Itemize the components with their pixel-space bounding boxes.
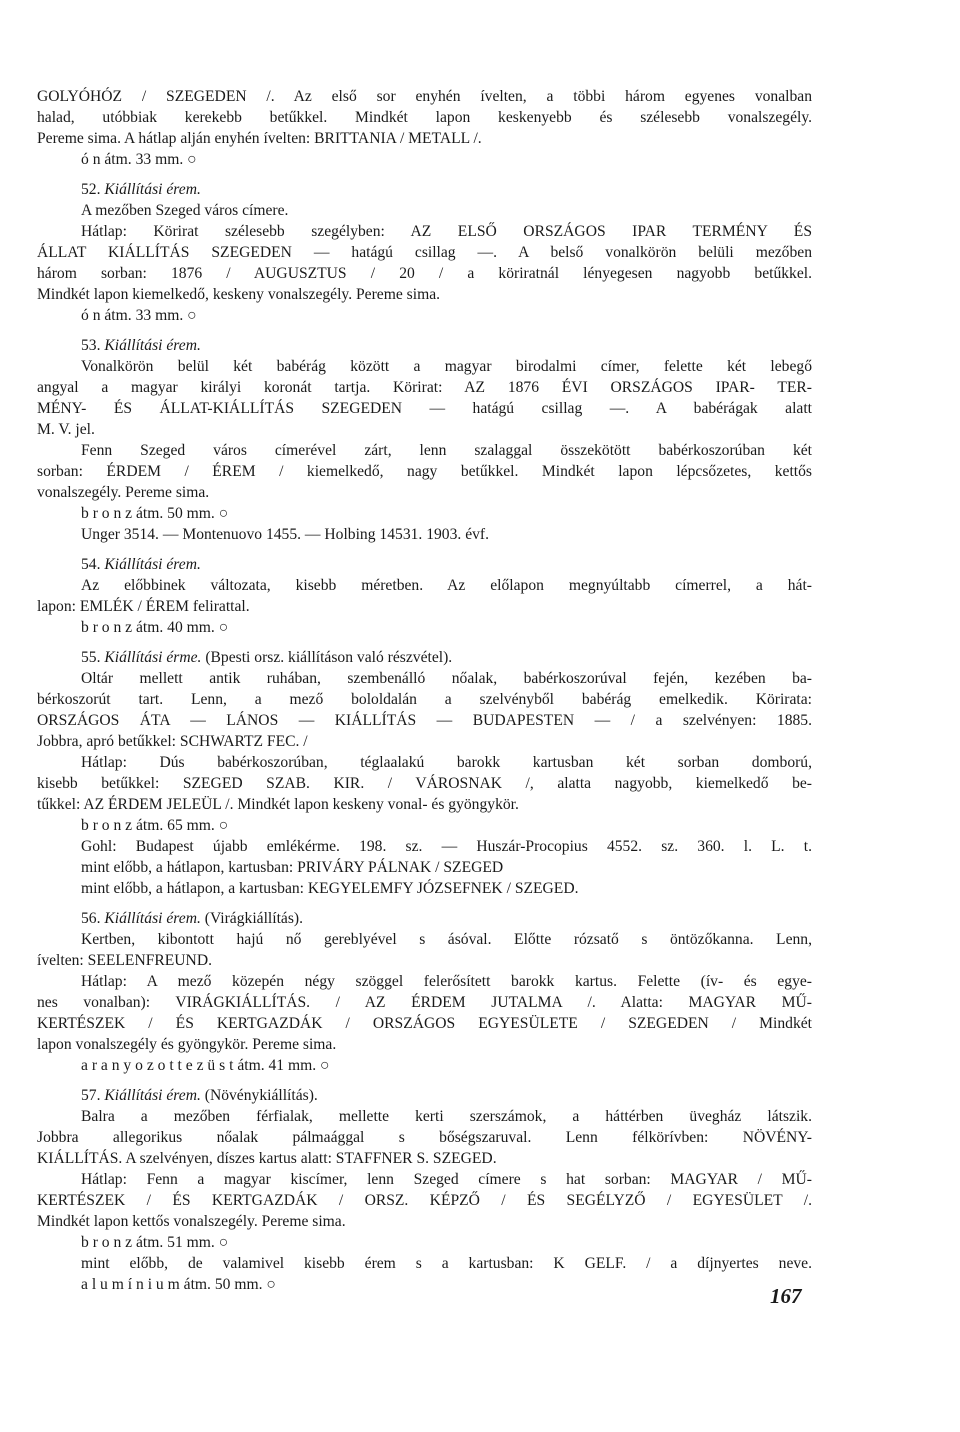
entry-heading [37,554,812,575]
entry-title: Kiállítási érem. [104,337,201,354]
entry-number: 52. [81,181,101,198]
entry-heading [37,647,812,668]
text-line: bérkoszorút tart. Lenn, a mező bololdalán a szelvényből babérág emelkedik. Körirata: [37,691,812,708]
text-line: Oltár mellett antik ruhában, szembenálló nőalak, babérkoszorúval fején, kezében ba- [81,670,812,687]
entry-title: Kiállítási érme. [104,649,202,666]
text-line: Fenn Szeged város címerével zárt, lenn szalaggal összekötött babérkoszorúban két [81,442,812,459]
text-line: Hátlap: Dús babérkoszorúban, téglaalakú barokk kartusban két sorban domború, [81,754,812,771]
entry-title: Kiállítási érem. [104,181,201,198]
text-line: nes vonalban): VIRÁGKIÁLLÍTÁS. / AZ ÉRDEM JUTALMA /. Alatta: MAGYAR MŰ- [37,994,812,1011]
entry-heading [37,1085,812,1106]
text-line: lapon: EMLÉK / ÉREM felirattal. [37,598,250,615]
entry-note: (Növénykiállítás). [200,1087,318,1104]
text-line: Jobbra allegorikus nőalak pálmaággal s bőségszaruval. Lenn félkörívben: NÖVÉNY- [37,1129,812,1146]
entry-title: Kiállítási érem. [104,1087,201,1104]
entry-title: Kiállítási érem. [104,910,201,927]
text-line: Az előbbinek változata, kisebb méretben. Az előlapon megnyúltabb címerrel, a hát- [81,577,812,594]
text-line: angyal a magyar királyi koronát tartja. Körirat: AZ 1876 ÉVI ORSZÁGOS IPAR- TER- [37,379,812,396]
text-line: b r o n z átm. 65 mm. ○ [81,817,229,834]
entry-title: Kiállítási érem. [104,556,201,573]
entry-heading [37,908,812,929]
text-line: Jobbra, apró betűkkel: SCHWARTZ FEC. / [37,733,308,750]
text-line: három sorban: 1876 / AUGUSZTUS / 20 / a köriratnál lényegesen nagyobb betűkkel. [37,265,812,282]
text-line: ÁLLAT KIÁLLÍTÁS SZEGEDEN — hatágú csillag —. A belső vonalkörön belüli mezőben [37,244,812,261]
entry-number: 56. [81,910,101,927]
text-line: KIÁLLÍTÁS. A szelvényen, díszes kartus alatt: STAFFNER S. SZEGED. [37,1150,497,1167]
text-line: ívelten: SEELENFREUND. [37,952,212,969]
document-body [37,86,812,1295]
text-line: KERTÉSZEK / ÉS KERTGAZDÁK / ORSZ. KÉPZŐ / ÉS SEGÉLYZŐ / EGYESÜLET /. [37,1192,812,1209]
text-line: Balra a mezőben férfialak, mellette kerti szerszámok, a háttérben üvegház látszik. [81,1108,812,1125]
text-line: GOLYÓHÓZ / SZEGEDEN /. Az első sor enyhén ívelten, a többi három egyenes vonalban [37,88,812,105]
text-line: Hátlap: A mező közepén négy szöggel felerősített barokk kartus. Felette (ív- és egye- [81,973,812,990]
text-line: Hátlap: Körirat szélesebb szegélyben: AZ ELSŐ ORSZÁGOS IPAR TERMÉNY ÉS [81,223,812,240]
text-line: mint előbb, de valamivel kisebb érem s a kartusban: K GELF. / a díjnyertes neve. [81,1255,812,1272]
text-line: b r o n z átm. 51 mm. ○ [81,1234,229,1251]
text-line: b r o n z átm. 50 mm. ○ [81,505,229,522]
text-line: Mindkét lapon kiemelkedő, keskeny vonalszegély. Pereme sima. [37,286,441,303]
text-line: A mezőben Szeged város címere. [81,202,289,219]
text-line: Gohl: Budapest újabb emlékérme. 198. sz. — Huszár-Procopius 4552. sz. 360. l. L. t. [81,838,812,855]
text-line: Kertben, kibontott hajú nő gereblyével s ásóval. Előtte rózsatő s öntözőkanna. Lenn, [81,931,812,948]
text-line: tűkkel: AZ ÉRDEM JELEÜL /. Mindkét lapon keskeny vonal- és gyöngykör. [37,796,519,813]
text-line: Unger 3514. — Montenuovo 1455. — Holbing 14531. 1903. évf. [81,526,490,543]
entry-heading [37,335,812,356]
text-line: KERTÉSZEK / ÉS KERTGAZDÁK / ORSZÁGOS EGYESÜLETE / SZEGEDEN / Mindkét [37,1015,812,1032]
text-line: Vonalkörön belül két babérág között a magyar birodalmi címer, felette két lebegő [81,358,812,375]
text-line: ó n átm. 33 mm. ○ [81,151,197,168]
text-line: vonalszegély. Pereme sima. [37,484,210,501]
text-line: b r o n z átm. 40 mm. ○ [81,619,229,636]
text-line: ó n átm. 33 mm. ○ [81,307,197,324]
entry-note: (Virágkiállítás). [200,910,303,927]
entry-note: (Bpesti orsz. kiállításon való részvétel). [201,649,453,666]
entry-number: 57. [81,1087,101,1104]
text-line: MÉNY- ÉS ÁLLAT-KIÁLLÍTÁS SZEGEDEN — hatágú csillag —. A babérágak alatt [37,400,812,417]
text-line: a r a n y o z o t t e z ü s t átm. 41 mm. ○ [81,1057,330,1074]
text-line: mint előbb, a hátlapon, kartusban: PRIVÁRY PÁLNAK / SZEGED [81,859,504,876]
text-line: Hátlap: Fenn a magyar kiscímer, lenn Szeged címere s hat sorban: MAGYAR / MŰ- [81,1171,812,1188]
text-line: lapon vonalszegély és gyöngykör. Pereme sima. [37,1036,337,1053]
entry-number: 54. [81,556,101,573]
text-line: a l u m í n i u m átm. 50 mm. ○ [81,1276,276,1293]
text-line: kisebb betűkkel: SZEGED SZAB. KIR. / VÁROSNAK /, alatta nagyobb, kiemelkedő be- [37,775,812,792]
text-line: Pereme sima. A hátlap alján enyhén ívelten: BRITTANIA / METALL /. [37,130,482,147]
entry-number: 53. [81,337,101,354]
page-number: 167 [770,1284,802,1308]
text-line: halad, utóbbiak kerekebb betűkkel. Mindkét lapon keskenyebb és szélesebb vonalszegély. [37,109,812,126]
text-line: sorban: ÉRDEM / ÉREM / kiemelkedő, nagy betűkkel. Mindkét lapon lépcsőzetes, kettős [37,463,812,480]
text-line: mint előbb, a hátlapon, a kartusban: KEGYELEMFY JÓZSEFNEK / SZEGED. [81,880,579,897]
entry-number: 55. [81,649,101,666]
text-line: Mindkét lapon kettős vonalszegély. Pereme sima. [37,1213,346,1230]
entry-heading [37,179,812,200]
text-line: ORSZÁGOS ÁTA — LÁNOS — KIÁLLÍTÁS — BUDAPESTEN — / a szelvényen: 1885. [37,712,812,729]
text-line: M. V. jel. [37,421,95,438]
